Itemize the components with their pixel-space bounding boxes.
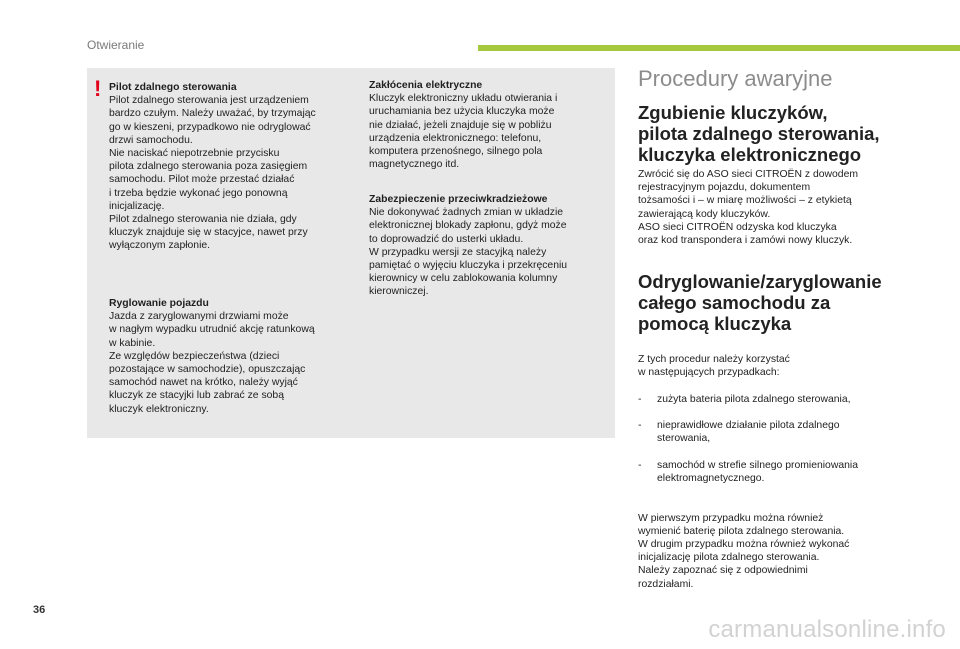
page-title: Procedury awaryjne — [638, 66, 833, 91]
remote-control-text: Pilot zdalnego sterowania jest urządzeniem bardzo czułym. Należy uważać, by trzymając go w kieszeni, przypadkowo nie odryglować drzwi samochodu. Nie naciskać niepotrzebnie przycisku pilota zdalnego sterowania poza zasięgiem samochodu. Pilot może przestać działać i trzeba będzie wykonać jego ponowną inicjalizację. Pilot zdalnego sterowania nie działa, gdy kluczyk znajduje się w stacyjce, nawet przy wyłączonym zapłonie. — [109, 95, 316, 252]
remote-control-note — [109, 81, 349, 253]
lost-keys-text: Zwrócić się do ASO sieci CITROËN z dowodem rejestracyjnym pojazdu, dokumentem tożsamości i – w miarę możliwości – z etykietą zawierającą kody kluczyków. ASO sieci CITROËN odzyska kod kluczyka oraz kod transpondera i zamówi nowy kluczyk. — [638, 169, 858, 247]
accent-bar — [478, 45, 960, 51]
anti-theft-note — [369, 193, 607, 299]
vehicle-locking-text: Jazda z zaryglowanymi drzwiami może w nagłym wypadku utrudnić akcję ratunkową w kabinie. Ze względów bezpieczeństwa (dzieci pozostające w samochodzie), opuszczając samochód nawet na krótko, należy wyjąć kluczyk ze stacyjki lub zabrać ze sobą kluczyk elektroniczny. — [109, 311, 315, 415]
key-unlocking-list — [638, 380, 900, 499]
key-unlocking-outro: W pierwszym przypadku można również wymienić baterię pilota zdalnego sterowania. W drugim przypadku można również wykonać inicjalizację pilota zdalnego sterowania. Należy zapoznać się z odpowiednimi rozdziałami. — [638, 512, 850, 590]
lost-keys-heading: Zgubienie kluczyków, pilota zdalnego sterowania, kluczyka elektronicznego — [638, 102, 880, 165]
vehicle-locking-heading: Ryglowanie pojazdu — [109, 298, 209, 309]
interference-heading: Zakłócenia elektryczne — [369, 80, 483, 91]
vehicle-locking-note — [109, 297, 349, 416]
remote-control-heading: Pilot zdalnego sterowania — [109, 82, 237, 93]
key-unlocking-heading: Odryglowanie/zaryglowanie całego samochodu za pomocą kluczyka — [638, 271, 882, 334]
list-item: - nieprawidłowe działanie pilota zdalnego sterowania, — [638, 419, 900, 445]
anti-theft-heading: Zabezpieczenie przeciwkradzieżowe — [369, 194, 548, 205]
key-unlocking-intro: Z tych procedur należy korzystać w następujących przypadkach: — [638, 354, 790, 379]
list-item: - zużyta bateria pilota zdalnego sterowania, — [638, 393, 900, 406]
list-item: - samochód w strefie silnego promieniowania elektromagnetycznego. — [638, 459, 900, 485]
interference-note — [369, 79, 607, 171]
key-unlocking-body — [638, 340, 900, 591]
interference-text: Kluczyk elektroniczny układu otwierania i uruchamiania bez użycia kluczyka może nie działać, jeżeli znajduje się w pobliżu urządzenia elektronicznego: telefonu, komputera przenośnego, silnego pola magnetycznego itd. — [369, 93, 558, 171]
anti-theft-text: Nie dokonywać żadnych zmian w układzie elektronicznej blokady zapłonu, gdyż może to doprowadzić do usterki układu. W przypadku wersji ze stacyjką należy pamiętać o wyjęciu kluczyka i przekręceniu kierownicy w celu zablokowania kolumny kierowniczej. — [369, 207, 568, 298]
section-label: Otwieranie — [87, 38, 145, 52]
page-number: 36 — [33, 604, 46, 616]
watermark: carmanualsonline.info — [708, 616, 946, 643]
exclamation-mark-icon: ! — [94, 76, 102, 101]
